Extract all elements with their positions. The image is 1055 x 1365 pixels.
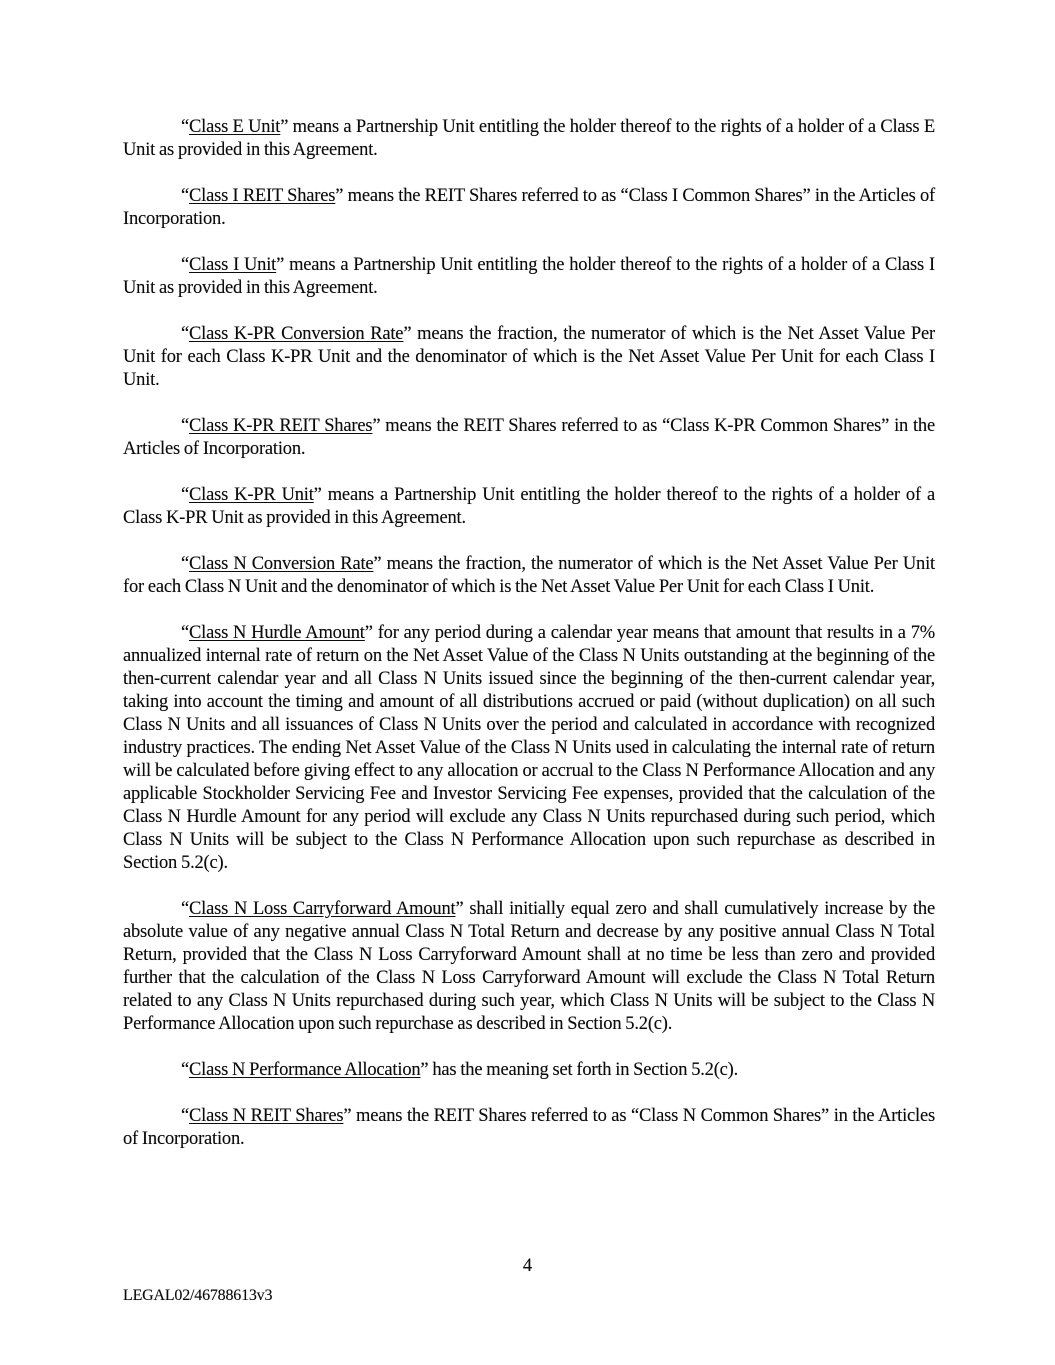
defined-term: Class K-PR Unit: [189, 485, 314, 505]
defined-term: Class K-PR Conversion Rate: [189, 324, 404, 344]
definition-text: ” has the meaning set forth in Section 5.2(c).: [420, 1060, 739, 1080]
definition-paragraph: [123, 116, 935, 162]
definition-paragraph: [123, 185, 935, 231]
defined-term: Class N Hurdle Amount: [189, 623, 365, 643]
defined-term: Class N REIT Shares: [189, 1106, 344, 1126]
defined-term: Class I REIT Shares: [189, 186, 336, 206]
definition-paragraph: [123, 1105, 935, 1151]
definition-paragraph: [123, 1059, 935, 1082]
definition-text: ” for any period during a calendar year means that amount that results in a 7% annualized internal rate of return on the Net Asset Value of the Class N Units outstanding at the beginning of the then-current calendar year and all Class N Units issued since the beginning of the then-current calendar year, taking into account the timing and amount of all distributions accrued or paid (without duplication) on all such Class N Units and all issuances of Class N Units over the period and calculated in accordance with recognized industry practices. The ending Net Asset Value of the Class N Units used in calculating the internal rate of return will be calculated before giving effect to any allocation or accrual to the Class N Performance Allocation and any applicable Stockholder Servicing Fee and Investor Servicing Fee expenses, provided that the calculation of the Class N Hurdle Amount for any period will exclude any Class N Units repurchased during such period, which Class N Units will be subject to the Class N Performance Allocation upon such repurchase as described in Section 5.2(c).: [123, 623, 935, 873]
definitions-list: [123, 116, 935, 1151]
definition-text: ” means a Partnership Unit entitling the holder thereof to the rights of a holder of a Class I Unit as provided in this Agreement.: [123, 255, 935, 298]
definition-text: ” means the fraction, the numerator of which is the Net Asset Value Per Unit for each Class K-PR Unit and the denominator of which is the Net Asset Value Per Unit for each Class I Unit.: [123, 324, 935, 390]
defined-term: Class N Conversion Rate: [189, 554, 374, 574]
defined-term: Class N Loss Carryforward Amount: [189, 899, 456, 919]
definition-text: ” means the REIT Shares referred to as “Class I Common Shares” in the Articles of Incorporation.: [123, 186, 935, 229]
open-quote-mark: “: [181, 1106, 190, 1126]
definition-text: ” means the fraction, the numerator of which is the Net Asset Value Per Unit for each Class N Unit and the denominator of which is the Net Asset Value Per Unit for each Class I Unit.: [123, 554, 935, 597]
definition-text: ” means the REIT Shares referred to as “Class N Common Shares” in the Articles of Incorporation.: [123, 1106, 935, 1149]
definition-paragraph: [123, 415, 935, 461]
definition-paragraph: [123, 323, 935, 392]
open-quote-mark: “: [181, 186, 190, 206]
document-id-footer: LEGAL02/46788613v3: [123, 1287, 273, 1304]
definition-text: ” shall initially equal zero and shall cumulatively increase by the absolute value of any negative annual Class N Total Return and decrease by any positive annual Class N Total Return, provided that the Class N Loss Carryforward Amount shall at no time be less than zero and provided further that the calculation of the Class N Loss Carryforward Amount will exclude the Class N Total Return related to any Class N Units repurchased during such year, which Class N Units will be subject to the Class N Performance Allocation upon such repurchase as described in Section 5.2(c).: [123, 899, 935, 1034]
open-quote-mark: “: [181, 623, 190, 643]
open-quote-mark: “: [181, 255, 190, 275]
definition-paragraph: [123, 898, 935, 1036]
open-quote-mark: “: [181, 117, 190, 137]
open-quote-mark: “: [181, 1060, 190, 1080]
defined-term: Class N Performance Allocation: [189, 1060, 421, 1080]
open-quote-mark: “: [181, 485, 190, 505]
open-quote-mark: “: [181, 416, 190, 436]
definition-paragraph: [123, 622, 935, 875]
defined-term: Class E Unit: [189, 117, 281, 137]
definition-paragraph: [123, 484, 935, 530]
open-quote-mark: “: [181, 899, 190, 919]
open-quote-mark: “: [181, 324, 190, 344]
defined-term: Class K-PR REIT Shares: [189, 416, 373, 436]
open-quote-mark: “: [181, 554, 190, 574]
definition-text: ” means a Partnership Unit entitling the holder thereof to the rights of a holder of a Class E Unit as provided in this Agreement.: [123, 117, 935, 160]
definition-paragraph: [123, 553, 935, 599]
page-number: 4: [522, 1256, 533, 1276]
definition-text: ” means the REIT Shares referred to as “Class K-PR Common Shares” in the Articles of Incorporation.: [123, 416, 935, 459]
definition-text: ” means a Partnership Unit entitling the holder thereof to the rights of a holder of a Class K-PR Unit as provided in this Agreement.: [123, 485, 935, 528]
definition-paragraph: [123, 254, 935, 300]
defined-term: Class I Unit: [189, 255, 277, 275]
